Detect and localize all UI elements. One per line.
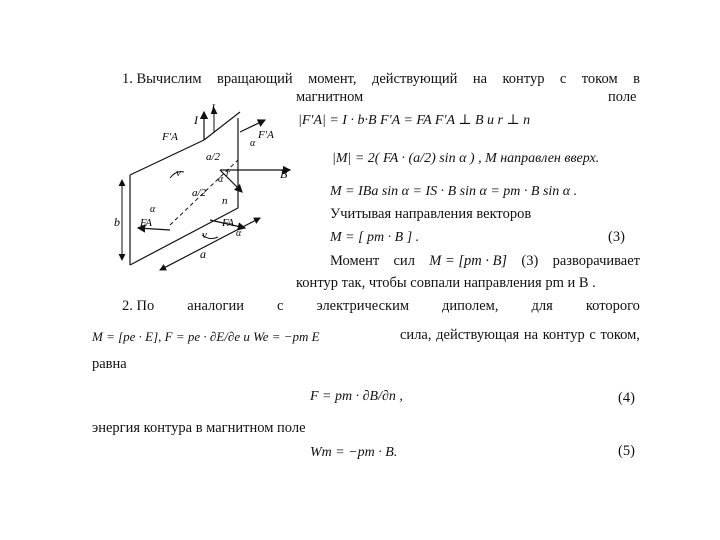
- label-i-2: I: [194, 113, 198, 127]
- label-b-vector: B: [280, 167, 288, 181]
- label-a-half-1: a/2: [206, 151, 221, 163]
- word: момент,: [308, 71, 357, 87]
- label-a-dimension: a: [200, 247, 206, 261]
- word: разворачивает: [552, 253, 640, 269]
- frame-left-top: [130, 140, 204, 175]
- word: контур: [502, 71, 545, 87]
- word: с: [277, 298, 284, 314]
- formula-4: F = pm · ∂B/∂n ,: [310, 389, 403, 404]
- label-v-1: v: [176, 167, 181, 179]
- moment-line: [330, 253, 640, 270]
- word: вращающий: [217, 71, 293, 87]
- word: действующая: [436, 327, 520, 343]
- word: на: [523, 327, 539, 343]
- word: на: [472, 71, 488, 87]
- word: 1. Вычислим: [122, 71, 202, 87]
- frame-top-edge: [204, 112, 240, 140]
- label-fa-prime-2: F′A: [258, 129, 274, 141]
- section2-line3: равна: [92, 356, 127, 372]
- formula-5: Wm = −pm · B.: [310, 445, 398, 460]
- vectors-note: Учитывая направления векторов: [330, 206, 532, 222]
- formula-moment: |M| = 2( FA · (a/2) sin α ) , M направлен вверх.: [332, 151, 600, 166]
- label-alpha-4: α: [236, 228, 242, 239]
- word: (3): [521, 253, 539, 269]
- label-alpha-1: α: [250, 138, 256, 149]
- energy-text: энергия контура в магнитном поле: [92, 420, 306, 436]
- word: с: [559, 71, 567, 87]
- section1-line1: [122, 71, 640, 88]
- section2-line2-words: [400, 327, 640, 344]
- word: контур: [542, 327, 585, 343]
- equation-number-4: (4): [618, 390, 635, 406]
- equation-number-5: (5): [618, 443, 635, 459]
- word: электрическим: [316, 298, 409, 314]
- label-fa-2: FA: [222, 217, 235, 229]
- label-alpha-3: α: [150, 204, 156, 215]
- label-fa-prime-1: F′A: [162, 131, 178, 143]
- section2-line1: [122, 298, 640, 315]
- word: аналогии: [187, 298, 244, 314]
- word: сила,: [400, 327, 432, 343]
- contour-line: контур так, чтобы совпали направления pm и B .: [296, 275, 596, 291]
- formula-moment-inline: M = [pm · B]: [429, 253, 508, 269]
- label-alpha-2: α: [218, 174, 224, 185]
- section2-formulas: M = [pe · E], F = pe · ∂E/∂e и We = −pm E: [92, 329, 320, 344]
- word: в: [633, 71, 640, 87]
- word: диполем,: [442, 298, 499, 314]
- equation-number-3: (3): [608, 229, 625, 245]
- label-fa-1: FA: [140, 217, 153, 229]
- formula-moment-text: M = IBa sin α = IS · B sin α = pm · B sin α .: [330, 184, 578, 199]
- word: током,: [600, 327, 640, 343]
- word: для: [531, 298, 553, 314]
- word: которого: [585, 298, 640, 314]
- word: 2. По: [122, 298, 155, 314]
- label-a-half-2: a/2: [192, 187, 207, 199]
- word: током: [581, 71, 618, 87]
- word: с: [589, 327, 596, 343]
- contour-diagram: [110, 100, 340, 300]
- formula-vec: M = [ pm · B ] .: [330, 230, 420, 245]
- label-b-dimension: b: [114, 215, 120, 229]
- section1-line2-right: поле: [608, 89, 637, 105]
- word: действующий: [371, 71, 458, 87]
- label-v-2: v: [202, 229, 207, 241]
- n-vector-arrow: [220, 170, 242, 192]
- word: сил: [393, 253, 415, 269]
- label-i-1: I: [211, 101, 215, 115]
- word: Момент: [330, 253, 380, 269]
- label-n-vector: n: [222, 195, 228, 207]
- section1-line2-left: магнитном: [296, 89, 364, 105]
- formula-force: |F′A| = I · b·B F′A = FA F′A ⊥ B и r ⊥ n: [298, 113, 531, 128]
- label-r: r: [226, 168, 230, 179]
